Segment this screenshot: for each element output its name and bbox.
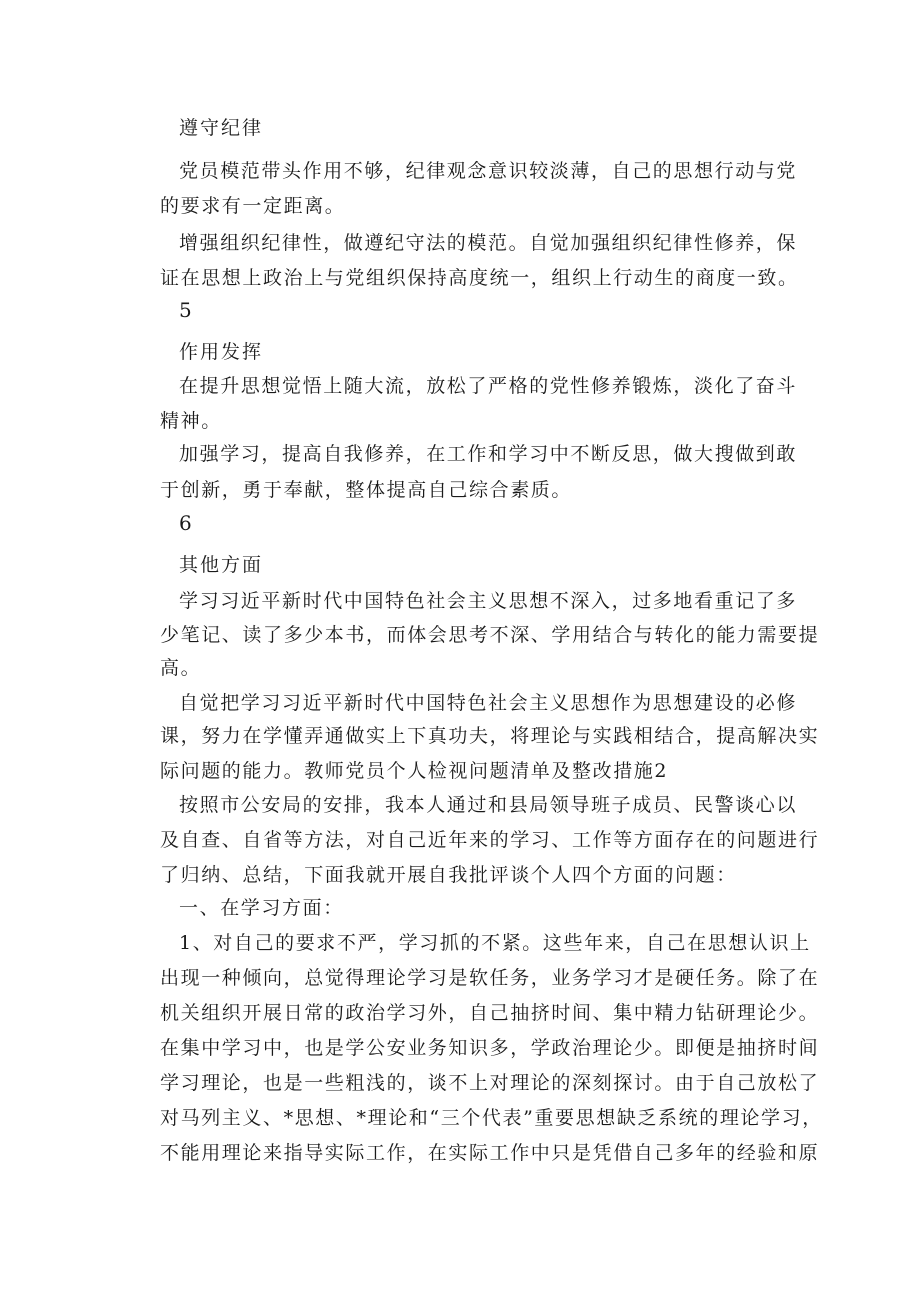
section-6-problem-line-3: 高。 — [160, 657, 202, 679]
section-6-measure-line-3: 际问题的能力。教师党员个人检视问题清单及整改措施2 — [160, 760, 669, 782]
section-6-problem-line-1: 学习习近平新时代中国特色社会主义思想不深入，过多地看重记了多 — [179, 590, 798, 612]
section-5-measure-line-1: 加强学习，提高自我修养，在工作和学习中不断反思，做大搜做到敢 — [179, 443, 798, 465]
section-4-measure-line-2: 证在思想上政治上与党组织保持高度统一，组织上行动生的商度一致。 — [160, 267, 799, 289]
article-2-item-1-line-6: 对马列主义、*思想、*理论和“三个代表”重要思想缺乏系统的理论学习， — [160, 1107, 823, 1129]
section-6-problem-line-2: 少笔记、读了多少本书，而体会思考不深、学用结合与转化的能力需要提 — [160, 624, 820, 646]
section-6-title: 其他方面 — [179, 554, 264, 576]
article-2-intro-line-3: 了归纳、总结，下面我就开展自我批评谈个人四个方面的问题： — [160, 864, 737, 886]
section-5-problem-line-1: 在提升思想觉悟上随大流，放松了严格的党性修养锻炼，淡化了奋斗 — [179, 375, 798, 397]
article-2-item-1-line-5: 学习理论，也是一些粗浅的，谈不上对理论的深刻探讨。由于自己放松了 — [160, 1072, 820, 1094]
section-5-problem-line-2: 精神。 — [160, 410, 222, 432]
article-2-intro-line-1: 按照市公安局的安排，我本人通过和县局领导班子成员、民警谈心以 — [179, 794, 798, 816]
section-4-title: 遵守纪律 — [179, 117, 264, 139]
section-4-measure-line-1: 增强组织纪律性，做遵纪守法的模范。自觉加强组织纪律性修养，保 — [179, 232, 798, 254]
article-2-item-1-line-4: 在集中学习中，也是学公安业务知识多，学政治理论少。即便是抽挤时间 — [160, 1037, 820, 1059]
article-2-item-1-line-1: 1、对自己的要求不严，学习抓的不紧。这些年来，自己在思想认识上 — [179, 932, 811, 954]
section-5-number: 5 — [179, 298, 192, 322]
article-2-heading-1: 一、在学习方面： — [179, 897, 344, 919]
article-2-item-1-line-3: 机关组织开展日常的政治学习外，自己抽挤时间、集中精力钻研理论少。 — [160, 1002, 820, 1024]
section-5-title: 作用发挥 — [179, 341, 264, 363]
article-2-item-1-line-7: 不能用理论来指导实际工作，在实际工作中只是凭借自己多年的经验和原 — [160, 1142, 820, 1164]
section-6-measure-line-1: 自觉把学习习近平新时代中国特色社会主义思想作为思想建设的必修 — [179, 692, 798, 714]
section-5-measure-line-2: 于创新，勇于奉献，整体提高自己综合素质。 — [160, 479, 573, 501]
section-6-number: 6 — [179, 511, 192, 535]
section-4-problem-line-1: 党员模范带头作用不够，纪律观念意识较淡薄，自己的思想行动与党 — [179, 160, 798, 182]
section-6-measure-line-2: 课，努力在学懂弄通做实上下真功夫，将理论与实践相结合，提高解决实 — [160, 725, 820, 747]
article-2-intro-line-2: 及自查、自省等方法，对自己近年来的学习、工作等方面存在的问题进行 — [160, 829, 820, 851]
section-4-problem-line-2: 的要求有一定距离。 — [160, 195, 346, 217]
article-2-item-1-line-2: 出现一种倾向，总觉得理论学习是软任务，业务学习才是硬任务。除了在 — [160, 967, 820, 989]
